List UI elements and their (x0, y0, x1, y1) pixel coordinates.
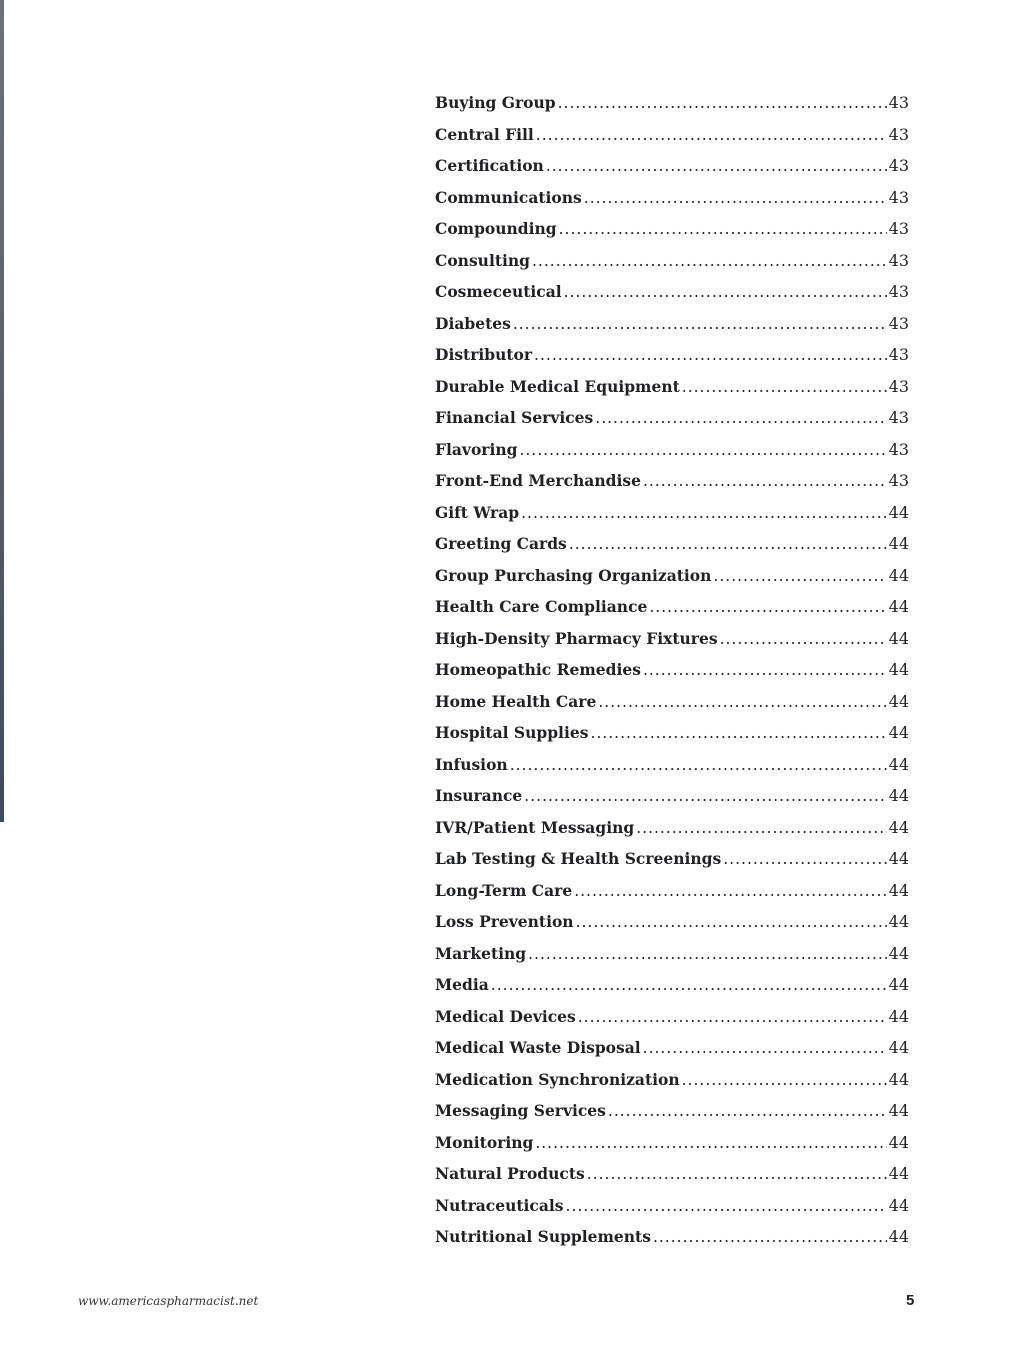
index-entry-label: Natural Products (435, 1164, 585, 1183)
index-entry (435, 377, 909, 409)
index-entry-page-number: 43 (888, 250, 909, 270)
index-entry-label: Medical Devices (435, 1006, 576, 1026)
index-entry-label: Health Care Compliance (435, 597, 648, 616)
index-entry-page-number: 44 (888, 534, 909, 553)
index-entry-page-number: 43 (888, 313, 909, 333)
index-entry-page-number: 44 (888, 1101, 909, 1120)
dot-leader (713, 567, 886, 585)
index-entry (435, 471, 909, 503)
index-entry-page-number: 44 (888, 597, 909, 616)
dot-leader (519, 441, 886, 459)
index-entry (435, 188, 909, 220)
index-entry-label: Buying Group (435, 93, 556, 112)
dot-leader (608, 1102, 887, 1120)
index-entry (435, 629, 909, 661)
index-entry (435, 912, 909, 944)
dot-leader (643, 1039, 887, 1057)
dot-leader (598, 693, 886, 711)
dot-leader (535, 1134, 886, 1152)
index-entry-page-number: 44 (888, 723, 909, 742)
index-entry-label: Homeopathic Remedies (435, 660, 641, 679)
index-entry-label: Nutraceuticals (435, 1195, 564, 1215)
index-entry (435, 534, 909, 566)
index-entry-label: Certification (435, 156, 544, 175)
dot-leader (513, 315, 887, 333)
dot-leader (574, 882, 886, 900)
index-entry (435, 786, 909, 818)
index-entry (435, 692, 909, 724)
index-entry (435, 282, 909, 314)
index-entry-page-number: 44 (888, 754, 909, 774)
index-entry (435, 723, 909, 755)
index-entry-label: Gift Wrap (435, 502, 520, 522)
index-entry-label: Infusion (435, 754, 508, 774)
index-entry (435, 881, 909, 913)
index-entry-label: Group Purchasing Organization (435, 565, 712, 585)
dot-leader (528, 945, 887, 963)
index-entry-label: Medication Synchronization (435, 1069, 680, 1089)
index-entry-page-number: 44 (888, 1132, 909, 1152)
index-entry-label: Long-Term Care (435, 880, 573, 900)
index-entry (435, 1133, 909, 1165)
index-entry-page-number: 44 (888, 817, 909, 837)
dot-leader (559, 220, 887, 238)
index-entry (435, 345, 909, 377)
dot-leader (536, 126, 887, 144)
footer-page-number: 5 (906, 1292, 915, 1309)
dot-leader (584, 189, 887, 207)
index-entry-page-number: 43 (888, 408, 909, 427)
index-entry (435, 1196, 909, 1228)
index-entry-page-number: 44 (888, 786, 909, 805)
index-entry (435, 93, 909, 125)
index-entry-page-number: 43 (888, 219, 909, 238)
index-entry-label: Media (435, 975, 489, 994)
dot-leader (578, 1008, 887, 1026)
index-entry-label: Home Health Care (435, 691, 597, 711)
dot-leader (682, 1071, 887, 1089)
index-entry (435, 408, 909, 440)
index-entry (435, 660, 909, 692)
index-entry-page-number: 44 (888, 502, 909, 522)
dot-leader (723, 850, 886, 868)
index-entry-page-number: 43 (888, 471, 909, 490)
index-entry-label: Lab Testing & Health Screenings (435, 849, 722, 868)
index-entry-label: Monitoring (435, 1132, 534, 1152)
index-entry-label: Financial Services (435, 408, 594, 427)
index-entry-label: Communications (435, 187, 582, 207)
index-entry (435, 1007, 909, 1039)
index-entry (435, 503, 909, 535)
dot-leader (643, 472, 887, 490)
index-entry (435, 1164, 909, 1196)
index-entry-label: High-Density Pharmacy Fixtures (435, 628, 718, 648)
index-entry-label: IVR/Patient Messaging (435, 817, 635, 837)
dot-leader (546, 157, 887, 175)
index-entry (435, 125, 909, 157)
index-entry-label: Loss Prevention (435, 912, 574, 931)
category-index-list (435, 93, 909, 1259)
index-entry-label: Compounding (435, 219, 557, 238)
index-entry-page-number: 43 (888, 93, 909, 112)
index-entry-label: Flavoring (435, 439, 518, 459)
footer-website-url: www.americaspharmacist.net (78, 1294, 259, 1308)
dot-leader (569, 535, 887, 553)
index-entry (435, 566, 909, 598)
index-entry-label: Greeting Cards (435, 534, 567, 553)
index-entry-page-number: 43 (888, 345, 909, 364)
index-entry (435, 251, 909, 283)
index-entry (435, 1101, 909, 1133)
index-entry (435, 314, 909, 346)
dot-leader (524, 787, 886, 805)
index-entry (435, 818, 909, 850)
index-entry-page-number: 44 (888, 880, 909, 900)
index-entry-page-number: 44 (888, 1006, 909, 1026)
index-entry-page-number: 44 (888, 691, 909, 711)
index-entry (435, 755, 909, 787)
index-entry (435, 1070, 909, 1102)
index-entry-label: Hospital Supplies (435, 723, 589, 742)
index-entry (435, 1038, 909, 1070)
index-entry-page-number: 44 (888, 912, 909, 931)
index-entry-page-number: 44 (888, 628, 909, 648)
dot-leader (587, 1165, 887, 1183)
page-edge-bar (0, 0, 4, 822)
dot-leader (649, 598, 886, 616)
index-entry-page-number: 43 (888, 439, 909, 459)
dot-leader (590, 724, 886, 742)
index-entry-page-number: 44 (888, 975, 909, 994)
dot-leader (566, 1197, 887, 1215)
dot-leader (653, 1228, 887, 1246)
index-entry-page-number: 44 (888, 849, 909, 868)
index-entry-page-number: 43 (888, 376, 909, 396)
index-entry-label: Diabetes (435, 313, 511, 333)
dot-leader (510, 756, 887, 774)
index-entry-page-number: 44 (888, 565, 909, 585)
dot-leader (491, 976, 887, 994)
index-entry-page-number: 43 (888, 124, 909, 144)
dot-leader (720, 630, 887, 648)
index-entry-label: Durable Medical Equipment (435, 376, 680, 396)
index-entry-label: Distributor (435, 345, 533, 364)
index-entry-label: Consulting (435, 250, 530, 270)
dot-leader (532, 252, 887, 270)
index-entry (435, 975, 909, 1007)
dot-leader (636, 819, 886, 837)
index-entry-label: Nutritional Supplements (435, 1227, 651, 1246)
dot-leader (682, 378, 887, 396)
dot-leader (595, 409, 886, 427)
dot-leader (564, 283, 887, 301)
index-entry-label: Messaging Services (435, 1101, 606, 1120)
dot-leader (576, 913, 887, 931)
index-entry-label: Central Fill (435, 124, 534, 144)
index-entry-label: Medical Waste Disposal (435, 1038, 641, 1057)
index-entry-page-number: 44 (888, 1195, 909, 1215)
index-entry-page-number: 43 (888, 156, 909, 175)
index-entry-label: Front-End Merchandise (435, 471, 641, 490)
dot-leader (643, 661, 887, 679)
index-entry-page-number: 44 (888, 943, 909, 963)
index-entry-page-number: 44 (888, 1227, 909, 1246)
index-entry (435, 440, 909, 472)
index-entry-page-number: 43 (888, 282, 909, 301)
index-entry (435, 597, 909, 629)
index-entry-label: Marketing (435, 943, 527, 963)
index-entry-page-number: 44 (888, 1038, 909, 1057)
index-entry-page-number: 44 (888, 1164, 909, 1183)
dot-leader (534, 346, 887, 364)
index-entry (435, 1227, 909, 1259)
index-entry-page-number: 43 (888, 187, 909, 207)
index-entry-label: Insurance (435, 786, 523, 805)
index-entry (435, 219, 909, 251)
index-entry (435, 156, 909, 188)
index-entry (435, 849, 909, 881)
index-entry-page-number: 44 (888, 1069, 909, 1089)
index-entry-page-number: 44 (888, 660, 909, 679)
index-entry (435, 944, 909, 976)
dot-leader (521, 504, 887, 522)
dot-leader (558, 94, 887, 112)
index-entry-label: Cosmeceutical (435, 282, 562, 301)
